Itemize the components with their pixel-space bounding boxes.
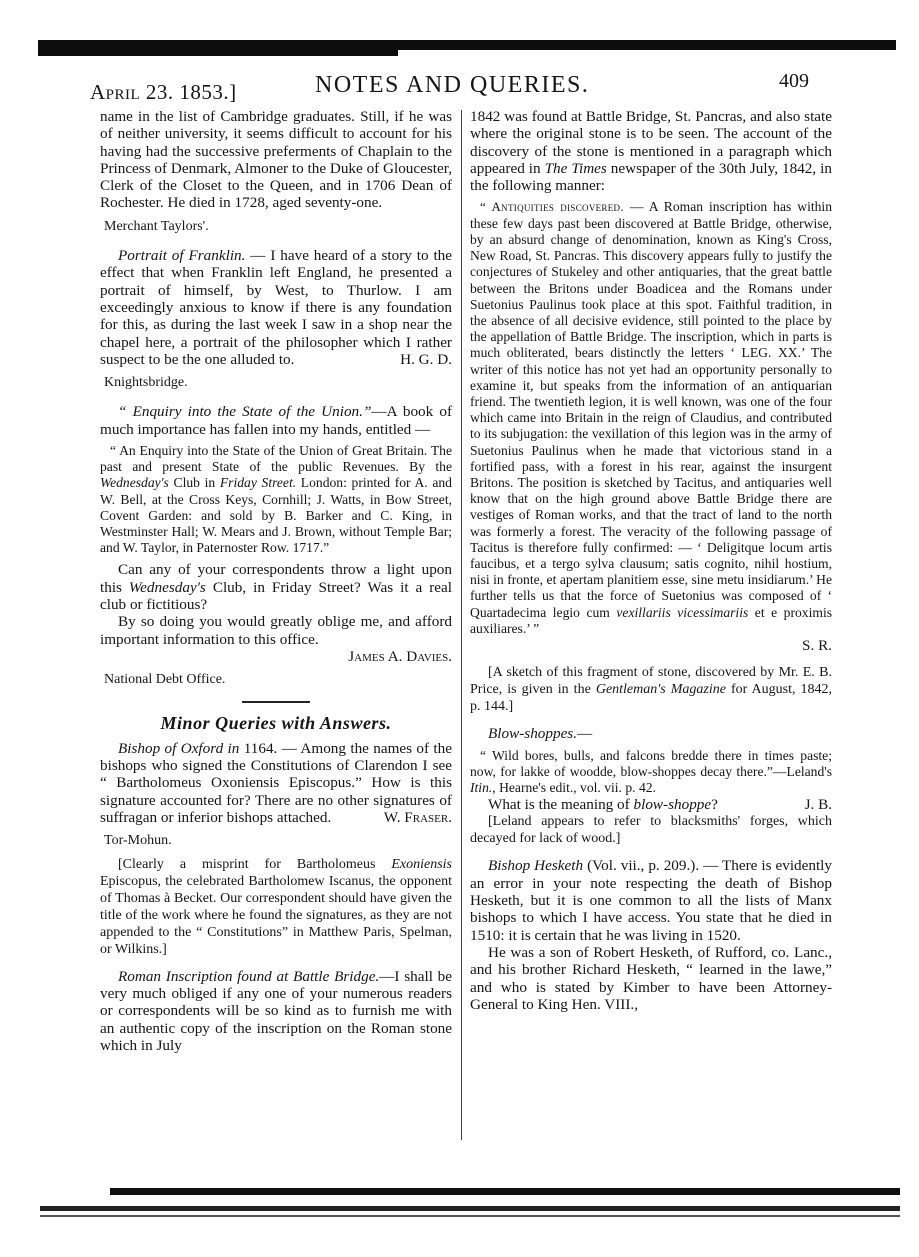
query-title: Bishop Hesketh bbox=[488, 857, 584, 875]
quote-italic: Wednesday's bbox=[100, 475, 169, 491]
left-column bbox=[100, 108, 452, 1054]
continued-paragraph: name in the list of Cambridge graduates. Still, if he was of neither university, it seems difficult to account for his having had the successive preferments of Chaplain to the Princess of Denmark, Almoner to the Duke of Gloucester, Clerk of the Closet to the Queen, and in 1706 Dean of Rochester. He died in 1728, aged seventy-one. bbox=[100, 108, 452, 212]
quote-text: — A Roman inscription has within these few days past been discovered at Battle Bridge, otherwise, by an absurd change of denomination, known as King's Cross, New Road, St. Pancras. This discovery appears fully to justify the conjectures of Stukeley and other antiquaries, that the great battle between the Britons under Boadicea and the Romans under Suetonius Paulinus took place at this spot. Faithful tradition, in the absence of all decisive evidence, still pointed to the place by the appellation of Battle Bridge. The inscription, which in parts is much obliterated, bears distinctly the letters ‘ LEG. XX.’ The writer of this notice has not yet had an opportunity personally to examine it, but speaks from the information of an antiquarian friend. The twentieth legion, it is well known, was one of the four which came into Britain in the reign of Claudius, and contributed to its subjugation: the vexillation of this legion was in the army of Suetonius Paulinus when he made that victorious stand in a fortified pass, with a forest in his rear, against the insurgent Britons. The position is sketched by Tacitus, and antiquaries well know that on the high ground above Battle Bridge there are vestiges of Roman works, and that the tract of land to the north was formerly a forest. The veracity of the following passage of Tacitus is therefore fully confirmed: — ‘ Deligitque locum artis faucibus, et a tergo sylva clausum; satis cognito, nihil hostium, nisi in fronte, et apertam planitiem esse, sine metu insidiarum.’ He further tells us that the force of Suetonius was composed of ‘ Quartadecima legio cum bbox=[470, 199, 833, 620]
query-body: —I shall be very much obliged if any one of your numerous readers or correspondents will be so kind as to furnish me with an authentic copy of the inscription on the Roman stone which in July bbox=[100, 967, 452, 1054]
query-text: What is the meaning of bbox=[488, 796, 634, 814]
answer-italic: Exoniensis bbox=[391, 856, 452, 872]
query-body: —A book of much importance has fallen into my hands, entitled — bbox=[100, 403, 453, 438]
query-question bbox=[100, 561, 452, 613]
query-franklin bbox=[100, 247, 452, 368]
query-dash: — bbox=[577, 725, 593, 743]
quote-italic: Friday Street. bbox=[219, 475, 297, 491]
answer-text: Episcopus, the celebrated Bartholomew Iscanus, the opponent of Thomas à Becket. Our correspondent should have given the title of the work where he found the signatures, as they are not appended to the “ Constitutions” in Matthew Paris, Spelman, or Wilkins.] bbox=[100, 873, 452, 957]
page-number: 409 bbox=[779, 70, 809, 92]
body-text: 1842 was found at Battle Bridge, St. Pancras, and also state where the original stone is to be seen. The account of the discovery of the stone is mentioned in a paragraph which appeared in bbox=[470, 108, 832, 177]
quote-italic: vexillariis vicessimariis bbox=[616, 604, 749, 620]
quote-text: London: printed for A. and W. Bell, at the Cross Keys, Cornhill; J. Watts, in Bow Street, Covent Garden: and sold by B. Barker and C. King, in Westminster Hall; W. Mears and J. Brown, without Temple Bar; and W. Taylor, in Paternoster Row. 1717.” bbox=[100, 475, 452, 556]
answer-text: [Clearly a misprint for Bartholomeus bbox=[118, 856, 392, 872]
quote-text: , Hearne's edit., vol. vii. p. 42. bbox=[492, 779, 656, 795]
query-title: Blow-shoppes. bbox=[488, 725, 578, 743]
quoted-newspaper bbox=[470, 199, 832, 636]
signature: H. G. D. bbox=[400, 350, 452, 368]
signature: James A. Davies. bbox=[348, 647, 452, 665]
signature-place: Tor-Mohun. bbox=[104, 833, 172, 849]
editor-answer: [Leland appears to refer to blacksmiths' forges, which decayed for lack of wood.] bbox=[470, 814, 832, 847]
editor-answer bbox=[100, 856, 452, 958]
query-italic: Wednesday's bbox=[128, 578, 206, 596]
body-text: newspaper of the 30th July, 1842, in the following manner: bbox=[470, 159, 832, 195]
quote-text: et e proximis auxiliares.’ ” bbox=[470, 604, 833, 636]
right-column bbox=[470, 108, 832, 1013]
query-text: Can any of your correspondents throw a light upon this bbox=[100, 561, 452, 596]
query-body: 1164. — Among the names of the bishops who signed the Constitutions of Clarendon I see “ Bartholomeus Oxoniensis Episcopus.” How is this signature accounted for? There are no other signatures of suffragan or inferior bishops attached. bbox=[100, 739, 452, 827]
top-rule bbox=[38, 40, 896, 50]
note-italic: Gentleman's Magazine bbox=[595, 682, 726, 698]
page-header bbox=[82, 62, 827, 102]
top-rule-accent bbox=[38, 50, 398, 56]
quote-italic: Itin. bbox=[470, 779, 493, 795]
roman-continued bbox=[470, 108, 832, 194]
quote-text: “ An Enquiry into the State of the Union of Great Britain. The past and present State of the public Revenues. By the bbox=[100, 443, 452, 475]
query-body: — I have heard of a story to the effect that when Franklin left England, he presented a portrait of himself, by West, to Thurlow. I am exceedingly anxious to know if there is any foundation for this, as during the last week I saw in a shop near the chapel here, a portrait of the philosopher which I rather suspect to be the one alluded to. bbox=[100, 247, 452, 368]
note-text: [A sketch of this fragment of stone, discovered by Mr. E. B. Price, is given in the bbox=[470, 665, 832, 698]
bottom-rule-3 bbox=[40, 1215, 900, 1217]
query-title: Bishop of Oxford in bbox=[118, 739, 240, 757]
signature-place: Merchant Taylors'. bbox=[104, 218, 209, 234]
section-heading: Minor Queries with Answers. bbox=[160, 712, 392, 733]
editor-note bbox=[470, 664, 832, 715]
quote-text: “ Wild bores, bulls, and falcons bredde there in times paste; now, for lakke of woodde, blow-shoppes decay there.”—Leland's bbox=[470, 747, 832, 779]
header-title: NOTES AND QUERIES. bbox=[315, 72, 590, 98]
column-divider bbox=[461, 110, 462, 1140]
query-title: “ Enquiry into the State of the Union.” bbox=[118, 403, 372, 421]
query-title: Portrait of Franklin. bbox=[118, 247, 246, 265]
quote-text: Club in bbox=[168, 475, 220, 491]
query-text: Club, in Friday Street? Was it a real club or fictitious? bbox=[100, 578, 452, 614]
query-request: By so doing you would greatly oblige me, and afford important information to this office. bbox=[100, 613, 452, 648]
query-text: ? bbox=[711, 796, 718, 814]
signature: W. Fraser. bbox=[383, 809, 452, 827]
query-bishop-hesketh bbox=[470, 857, 832, 943]
query-body: (Vol. vii., p. 209.). — There is evidently an error in your note respecting the death of Bishop Hesketh, but it is one common to all the lists of Manx bishops to which I have access. You state that he died in 1510: it is certain that he was living in 1520. bbox=[470, 857, 832, 944]
body-italic: The Times bbox=[544, 159, 607, 177]
query-bishop-oxford bbox=[100, 740, 452, 826]
signature-place: Knightsbridge. bbox=[104, 375, 188, 391]
query-blow-shoppes-title bbox=[470, 725, 832, 742]
quoted-leland bbox=[470, 748, 832, 797]
query-italic: blow-shoppe bbox=[633, 796, 712, 814]
bottom-rule bbox=[110, 1188, 900, 1195]
signature: S. R. bbox=[802, 636, 832, 654]
query-title: Roman Inscription found at Battle Bridge. bbox=[118, 967, 380, 985]
header-date: April 23. 1853.] bbox=[90, 80, 237, 104]
quote-lead: “ Antiquities discovered. bbox=[480, 199, 624, 215]
signature-place: National Debt Office. bbox=[104, 672, 226, 688]
signature: J. B. bbox=[804, 796, 832, 814]
query-blow-shoppes bbox=[470, 796, 832, 813]
query-enquiry bbox=[100, 403, 452, 438]
bottom-rule-2 bbox=[40, 1206, 900, 1211]
quoted-title bbox=[100, 443, 452, 556]
section-separator bbox=[242, 701, 310, 703]
query-roman-inscription bbox=[100, 968, 452, 1054]
query-bishop-hesketh-cont: He was a son of Robert Hesketh, of Rufford, co. Lanc., and his brother Richard Hesketh, “ learned in the lawe,” and who is stated by Kimber to have been Attorney-General to King Hen. VIII., bbox=[470, 943, 832, 1013]
note-text: for August, 1842, p. 144.] bbox=[470, 682, 833, 715]
